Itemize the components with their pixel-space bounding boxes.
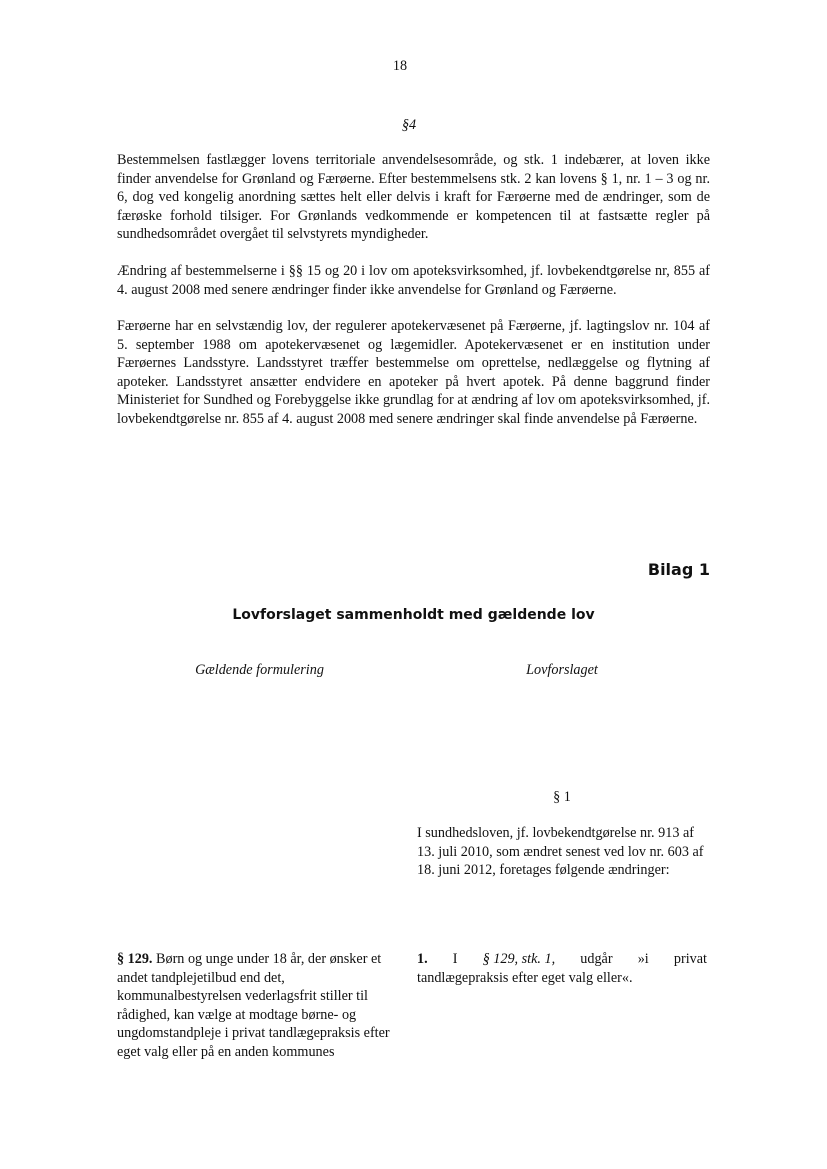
current-law-section-129 bbox=[117, 950, 402, 1062]
amendment-1-word: I bbox=[452, 951, 458, 967]
annex-label: Bilag 1 bbox=[647, 560, 710, 579]
annex-title: Lovforslaget sammenholdt med gældende lov bbox=[232, 607, 595, 623]
bill-intro-text: I sundhedsloven, jf. lovbekendtgørelse nr. 913 af 13. juli 2010, som ændret senest ved lov nr. 603 af 18. juni 2012, foretages følgende ændringer: bbox=[417, 825, 704, 879]
paragraph-territorial-scope: Bestemmelsen fastlægger lovens territoriale anvendelsesområde, og stk. 1 indebærer, at loven ikke finder anvendelse for Grønland og Færøerne. Efter bestemmelsens stk. 2 kan lovens § 1, nr. 1 – 3 og nr. 6, dog ved kongelig anordning sættes helt eller delvis i kraft for Færøerne med de ændringer, som de færøske forhold tilsiger. For Grønlands vedkommende er kompetencen til at fastsætte regler på sundhedsområdet overgået til selvstyrets myndigheder. bbox=[117, 152, 710, 243]
bill-section-number: § 1 bbox=[553, 789, 571, 805]
amendment-1-number: 1. bbox=[417, 951, 428, 967]
column-heading-current-law: Gældende formulering bbox=[195, 662, 324, 678]
paragraph-faroe-pharmacy-law: Færøerne har en selvstændig lov, der regulerer apotekervæsenet på Færøerne, jf. lagtingslov nr. 104 af 5. september 1988 om apotekervæsenet og lægemidler. Apotekervæsenet er en institution under Færøernes Landsstyre. Landsstyret træffer bestemmelse om oprettelse, nedlæggelse og flytning af apoteker. Landsstyret ansætter endvidere en apoteker på hvert apotek. På denne baggrund finder Ministeriet for Sundhed og Forebyggelse ikke grundlag for at ændring af lov om apoteksvirksomhed, jf. lovbekendtgørelse nr. 855 af 4. august 2008 med senere ændringer skal finde anvendelse på Færøerne. bbox=[117, 318, 710, 427]
section-129-lead: § 129. bbox=[117, 951, 153, 967]
page-number: 18 bbox=[392, 58, 408, 74]
amendment-1-reference: § 129, stk. 1, bbox=[482, 951, 556, 967]
section-heading: §4 bbox=[401, 117, 417, 133]
amendment-1-word: udgår bbox=[580, 951, 613, 967]
paragraph-pharmacy-amendment: Ændring af bestemmelserne i §§ 15 og 20 i lov om apoteksvirksomhed, jf. lovbekendtgørelse nr, 855 af 4. august 2008 med senere ændringer finder ikke anvendelse for Grønland og Færøerne. bbox=[117, 263, 710, 298]
amendment-1 bbox=[417, 950, 707, 987]
amendment-1-line-2: tandlægepraksis efter eget valg eller«. bbox=[417, 969, 633, 986]
section-129-text: Børn og unge under 18 år, der ønsker et andet tandplejetilbud end det, kommunalbestyrelsen vederlagsfrit stiller til rådighed, kan vælge at modtage børne- og ungdomstandpleje i privat tandlægepraksis efter eget valg eller på en anden kommunes bbox=[117, 951, 390, 1060]
amendment-1-word: »i bbox=[637, 951, 649, 967]
column-heading-bill: Lovforslaget bbox=[526, 662, 598, 678]
amendment-1-word: privat bbox=[673, 951, 707, 967]
